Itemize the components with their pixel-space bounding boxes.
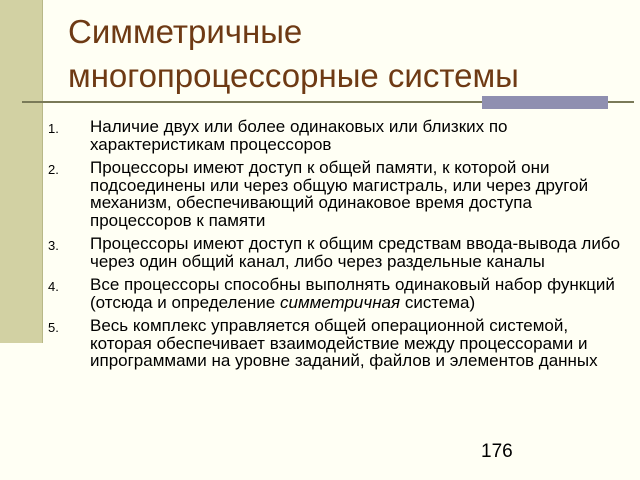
list-item — [48, 317, 628, 370]
emphasized-term: симметричная — [279, 292, 401, 312]
list-item-text: Весь комплекс управляется общей операционной системой, которая обеспечивает взаимодействие между процессорами и ипрограммами на уровне заданий, файлов и элементов данных — [90, 316, 598, 370]
page-number: 176 — [481, 441, 513, 462]
list-item-number: 5. — [48, 320, 59, 335]
title-accent-bar — [482, 96, 608, 109]
list-item — [48, 276, 628, 311]
numbered-list — [48, 118, 628, 376]
list-item-number: 2. — [48, 162, 59, 177]
list-item-number: 4. — [48, 279, 59, 294]
list-item-text-after: система) — [400, 292, 476, 312]
left-decor-band — [0, 0, 43, 343]
list-item-text-before: Все процессоры способны выполнять одинаковый набор функций (отсюда и определение — [90, 275, 615, 312]
list-item-number: 3. — [48, 238, 59, 253]
slide-title-line-1: Симметричные — [68, 13, 303, 50]
slide-title-line-2: многопроцессорные системы — [68, 57, 519, 94]
list-item-text: Процессоры имеют доступ к общим средствам ввода-вывода либо через один общий канал, либо через раздельные каналы — [90, 234, 621, 271]
list-item-text: Наличие двух или более одинаковых или близких по характеристикам процессоров — [90, 117, 508, 154]
slide-title — [68, 10, 628, 98]
list-item — [48, 118, 628, 153]
list-item-text — [90, 275, 615, 312]
list-item-text: Процессоры имеют доступ к общей памяти, к которой они подсоединены или через общую магистраль, или через другой механизм, обеспечивающий одинаковое время доступа процессоров к памяти — [90, 158, 589, 230]
list-item — [48, 159, 628, 229]
list-item — [48, 235, 628, 270]
list-item-number: 1. — [48, 121, 59, 136]
